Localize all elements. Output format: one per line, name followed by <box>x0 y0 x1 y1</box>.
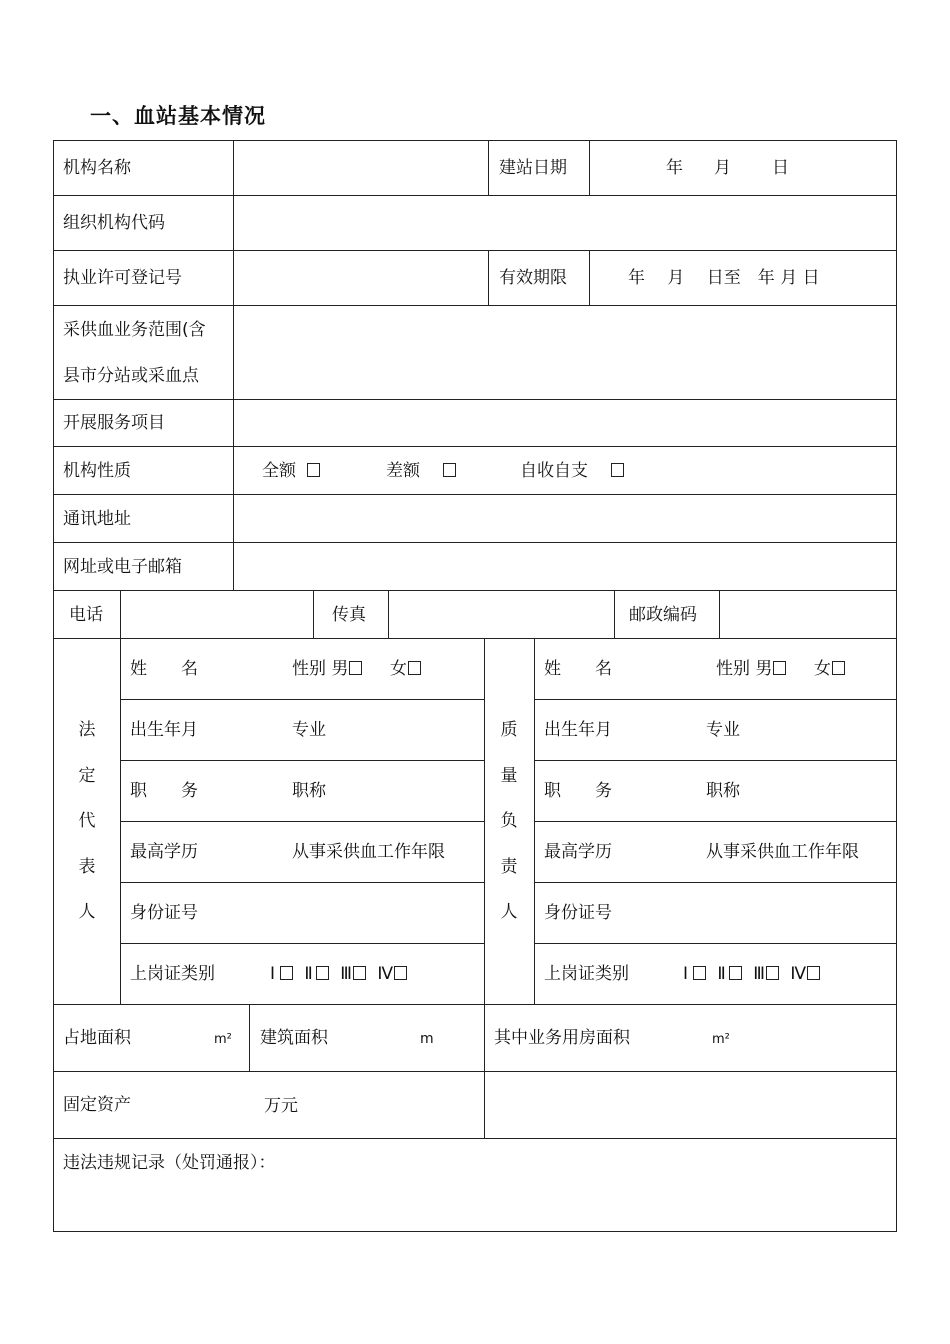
org-code-field[interactable] <box>234 196 896 250</box>
building-area-unit: m <box>420 1031 434 1047</box>
legal-name-label: 姓 名 <box>130 659 198 679</box>
quality-cert1-checkbox[interactable] <box>693 966 706 980</box>
quality-female-checkbox[interactable] <box>832 661 845 675</box>
web-field[interactable] <box>234 543 896 590</box>
nature-label: 机构性质 <box>63 461 131 481</box>
legal-female-label: 女 <box>389 659 407 679</box>
founding-year-label: 年 <box>666 158 683 178</box>
quality-years-label: 从事采供血工作年限 <box>706 842 859 862</box>
legal-cert4-checkbox[interactable] <box>394 966 407 980</box>
quality-gender-label: 性别 男 <box>716 659 773 679</box>
nature-option-diff-label: 差额 <box>386 461 420 481</box>
quality-cert3-checkbox[interactable] <box>766 966 779 980</box>
fax-field[interactable] <box>389 591 614 638</box>
services-field[interactable] <box>234 400 896 446</box>
nature-option-full <box>262 461 320 481</box>
founding-month-label: 月 <box>714 158 731 178</box>
nature-diff-checkbox[interactable] <box>443 463 456 477</box>
business-area-label: 其中业务用房面积 <box>494 1028 630 1048</box>
business-area-unit: m² <box>712 1032 730 1047</box>
nature-self-checkbox[interactable] <box>611 463 624 477</box>
license-field[interactable] <box>234 251 488 305</box>
assets-label: 固定资产 <box>63 1095 131 1115</box>
assets-extra-field[interactable] <box>485 1072 896 1138</box>
legal-female-checkbox[interactable] <box>408 661 421 675</box>
quality-cert-options: Ⅰ Ⅱ Ⅲ Ⅳ <box>683 964 820 984</box>
quality-name-label: 姓 名 <box>544 659 612 679</box>
fax-label: 传真 <box>332 605 366 625</box>
legal-position-label: 职 务 <box>130 781 198 801</box>
nature-option-self <box>520 461 624 481</box>
legal-education-label: 最高学历 <box>130 842 198 862</box>
legal-title-label: 职称 <box>292 781 326 801</box>
legal-major-label: 专业 <box>292 720 326 740</box>
nature-full-checkbox[interactable] <box>307 463 320 477</box>
section-title: 一、血站基本情况 <box>90 104 266 128</box>
legal-male-checkbox[interactable] <box>349 661 362 675</box>
founding-day-label: 日 <box>772 158 789 178</box>
quality-cert-label: 上岗证类别 <box>544 964 629 984</box>
legal-id-label: 身份证号 <box>130 903 198 923</box>
postcode-label: 邮政编码 <box>629 605 697 625</box>
nature-option-diff <box>386 461 456 481</box>
legal-cert3-checkbox[interactable] <box>353 966 366 980</box>
validity-label: 有效期限 <box>499 268 567 288</box>
org-name-label: 机构名称 <box>63 158 131 178</box>
address-label: 通讯地址 <box>63 509 131 529</box>
quality-head-heading: 质 量 负 责 人 <box>500 720 518 922</box>
legal-birth-label: 出生年月 <box>130 720 198 740</box>
scope-field[interactable] <box>234 306 896 399</box>
founding-date-label: 建站日期 <box>499 158 567 178</box>
legal-cert-options: Ⅰ Ⅱ Ⅲ Ⅳ <box>270 964 407 984</box>
violations-field[interactable] <box>54 1180 896 1230</box>
quality-title-label: 职称 <box>706 781 740 801</box>
scope-label-line2: 县市分站或采血点 <box>63 366 199 386</box>
validity-range: 年 月 日至 年 月 日 <box>628 268 820 288</box>
legal-gender-label: 性别 男 <box>292 659 349 679</box>
license-label: 执业许可登记号 <box>63 268 182 288</box>
quality-cert2-checkbox[interactable] <box>729 966 742 980</box>
services-label: 开展服务项目 <box>63 413 165 433</box>
quality-position-label: 职 务 <box>544 781 612 801</box>
postcode-field[interactable] <box>720 591 896 638</box>
quality-id-label: 身份证号 <box>544 903 612 923</box>
quality-cert4-checkbox[interactable] <box>807 966 820 980</box>
quality-male-checkbox[interactable] <box>773 661 786 675</box>
scope-label-line1: 采供血业务范围(含 <box>63 320 206 340</box>
assets-unit: 万元 <box>264 1096 298 1116</box>
address-field[interactable] <box>234 495 896 542</box>
org-code-label: 组织机构代码 <box>63 213 165 233</box>
org-name-field[interactable] <box>234 141 488 195</box>
legal-cert-label: 上岗证类别 <box>130 964 215 984</box>
phone-field[interactable] <box>121 591 313 638</box>
quality-gender <box>716 659 845 679</box>
legal-years-label: 从事采供血工作年限 <box>292 842 445 862</box>
quality-education-label: 最高学历 <box>544 842 612 862</box>
legal-cert2-checkbox[interactable] <box>316 966 329 980</box>
violations-label: 违法违规记录（处罚通报）： <box>63 1153 276 1173</box>
legal-cert1-checkbox[interactable] <box>280 966 293 980</box>
phone-label: 电话 <box>69 605 103 625</box>
nature-option-self-label: 自收自支 <box>520 461 588 481</box>
quality-major-label: 专业 <box>706 720 740 740</box>
nature-option-full-label: 全额 <box>262 461 296 481</box>
building-area-label: 建筑面积 <box>260 1028 328 1048</box>
legal-rep-heading: 法 定 代 表 人 <box>78 720 96 922</box>
quality-birth-label: 出生年月 <box>544 720 612 740</box>
legal-gender <box>292 659 421 679</box>
land-area-label: 占地面积 <box>63 1028 131 1048</box>
land-area-unit: m² <box>214 1032 232 1047</box>
web-label: 网址或电子邮箱 <box>63 557 182 577</box>
quality-female-label: 女 <box>813 659 831 679</box>
